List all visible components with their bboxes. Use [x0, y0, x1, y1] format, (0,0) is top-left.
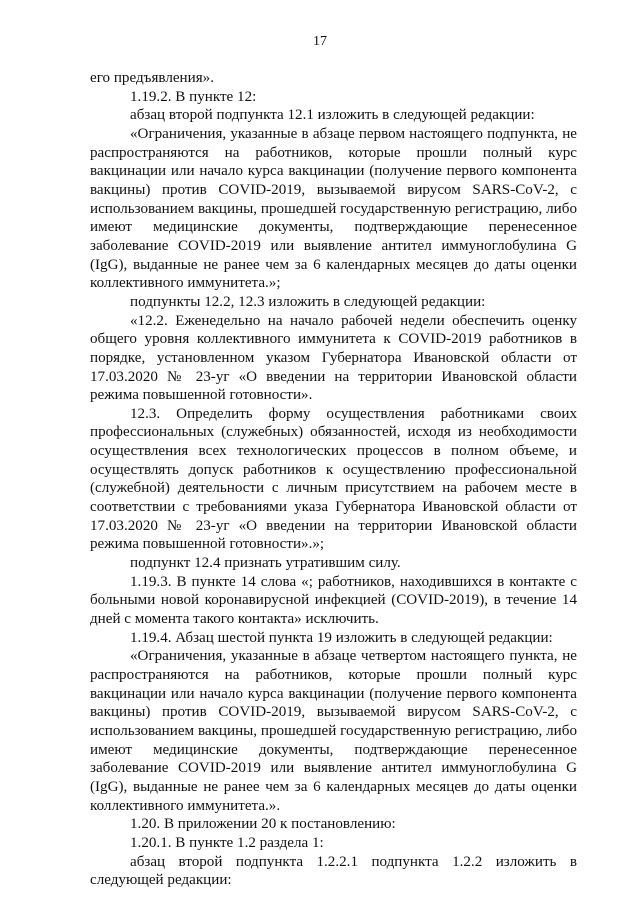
paragraph-3: абзац второй подпункта 12.1 изложить в следующей редакции: [130, 107, 535, 124]
paragraph-10: 1.19.4. Абзац шестой пункта 19 изложить в следующей редакции: [130, 629, 553, 646]
paragraph-1: его предъявления». [90, 70, 214, 86]
document-body [90, 69, 577, 890]
paragraph-14: абзац второй подпункта 1.2.2.1 подпункта 1.2.2 изложить в следующей редакции: [90, 853, 577, 889]
paragraph-9: 1.19.3. В пункте 14 слова «; работников, находившихся в контакте с больными новой коронавирусной инфекцией (COVID-2019), в течение 14 дней с момента такого контакта» исключить. [90, 573, 577, 628]
paragraph-12: 1.20. В приложении 20 к постановлению: [130, 816, 396, 833]
paragraph-5: подпункты 12.2, 12.3 изложить в следующей редакции: [130, 293, 486, 310]
paragraph-8: подпункт 12.4 признать утратившим силу. [130, 555, 401, 572]
paragraph-4: «Ограничения, указанные в абзаце первом настоящего подпункта, не распространяются на работников, которые прошли полный курс вакцинации или начало курса вакцинации (получение первого компонента вакцины) против COVID-2019, вызываемой вирусом SARS-CoV-2, с использованием вакцины, прошедшей государственную регистрацию, либо имеют медицинские документы, подтверждающие перенесенное заболевание COVID-2019 или выявление антител иммуноглобулина G (IgG), выданные не ранее чем за 6 календарных месяцев до даты оценки коллективного иммунитета.»; [90, 125, 577, 292]
page-number: 17 [313, 34, 327, 49]
paragraph-7: 12.3. Определить форму осуществления работниками своих профессиональных (служебных) обязанностей, исходя из необходимости осуществления всех технологических процессов в полном объеме, и осуществлять допуск работников к осуществлению профессиональной (служебной) деятельности с личным присутствием на рабочем месте в соответствии с требованиями указа Губернатора Ивановской области от 17.03.2020 № 23-уг «О введении на территории Ивановской области режима повышенной готовности».»; [90, 405, 577, 553]
paragraph-13: 1.20.1. В пункте 1.2 раздела 1: [130, 834, 324, 851]
paragraph-11: «Ограничения, указанные в абзаце четвертом настоящего пункта, не распространяются на работников, которые прошли полный курс вакцинации или начало курса вакцинации (получение первого компонента вакцины) против COVID-2019, вызываемой вирусом SARS-CoV-2, с использованием вакцины, прошедшей государственную регистрацию, либо имеют медицинские документы, подтверждающие перенесенное заболевание COVID-2019 или выявление антител иммуноглобулина G (IgG), выданные не ранее чем за 6 календарных месяцев до даты оценки коллективного иммунитета.». [90, 648, 577, 814]
paragraph-2: 1.19.2. В пункте 12: [130, 88, 257, 105]
paragraph-6: «12.2. Еженедельно на начало рабочей недели обеспечить оценку общего уровня коллективного иммунитета к COVID-2019 работников в порядке, установленном указом Губернатора Ивановской области от 17.03.2020 № 23-уг «О введении на территории Ивановской области режима повышенной готовности». [90, 312, 577, 404]
